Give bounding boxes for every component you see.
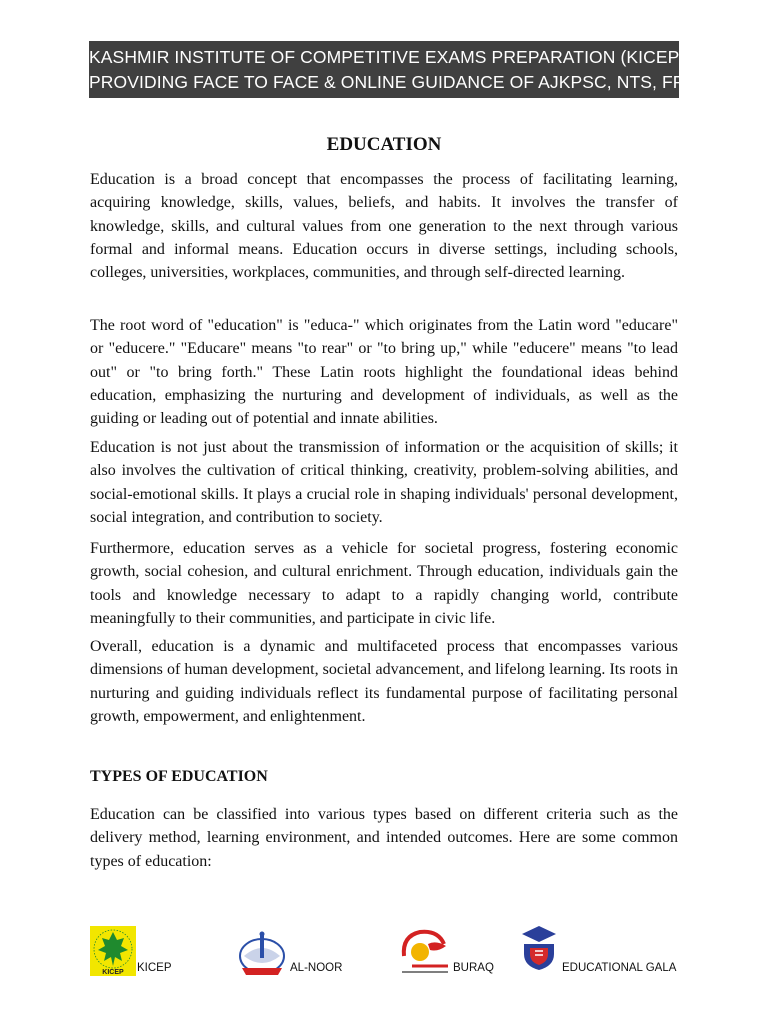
- section-paragraph: Education can be classified into various types based on different criteria such as the delivery method, learning environment, and intended outcomes. Here are some common types of education:: [90, 806, 678, 870]
- kicep-logo: [90, 926, 136, 976]
- buraq-label: BURAQ: [453, 962, 494, 974]
- educational-gala-label: EDUCATIONAL GALA: [562, 962, 677, 974]
- al-noor-label: AL-NOOR: [290, 962, 343, 974]
- buraq-logo: [398, 926, 452, 978]
- kicep-label: KICEP: [137, 962, 172, 974]
- paragraph-4: Furthermore, education serves as a vehicle for societal progress, fostering economic growth, social cohesion, and cultural enrichment. Through education, individuals gain the tools and knowledge necessary to adapt to a rapidly changing world, contribute meaningfully to their communities, and participate in civic life.: [90, 540, 678, 627]
- paragraph-5: Overall, education is a dynamic and multifaceted process that encompasses various dimensions of human development, societal advancement, and lifelong learning. Its roots in nurturing and guiding individuals reflect its fundamental purpose of facilitating personal growth, empowerment, and enlightenment.: [90, 638, 678, 725]
- paragraph-3: Education is not just about the transmission of information or the acquisition of skills; it also involves the cultivation of critical thinking, creativity, problem-solving abilities, and social-emotional skills. It plays a crucial role in shaping individuals' personal development, social integration, and contribution to society.: [90, 439, 678, 526]
- section-title: TYPES OF EDUCATION: [90, 768, 268, 785]
- paragraph-1: Education is a broad concept that encompasses the process of facilitating learning, acquiring knowledge, skills, values, beliefs, and habits. It involves the transfer of knowledge, skills, and cultural values from one generation to the next through various formal and informal means. Education occurs in diverse settings, including schools, colleges, universities, workplaces, communities, and through self-directed learning.: [90, 171, 678, 282]
- banner-line-1: KASHMIR INSTITUTE OF COMPETITIVE EXAMS PREPARATION (KICEP): [89, 47, 686, 67]
- footer-logos: [0, 922, 768, 982]
- kicep-logo-text: KICEP: [102, 969, 124, 976]
- banner-line-2: PROVIDING FACE TO FACE & ONLINE GUIDANCE OF AJKPSC, NTS, FPSC: [89, 72, 710, 92]
- institute-banner: [89, 41, 710, 98]
- al-noor-logo: [236, 930, 288, 978]
- paragraph-2: The root word of "education" is "educa-" which originates from the Latin word "educare" or "educere." "Educare" means "to rear" or "to bring up," while "educere" means "to lead out" or "to bring forth." These Latin roots highlight the foundational ideas behind education, emphasizing the nurturing and development of individuals, as well as the guiding or leading out of potential and innate abilities.: [90, 317, 678, 428]
- document-title: EDUCATION: [326, 134, 442, 155]
- educational-gala-logo: [520, 924, 558, 974]
